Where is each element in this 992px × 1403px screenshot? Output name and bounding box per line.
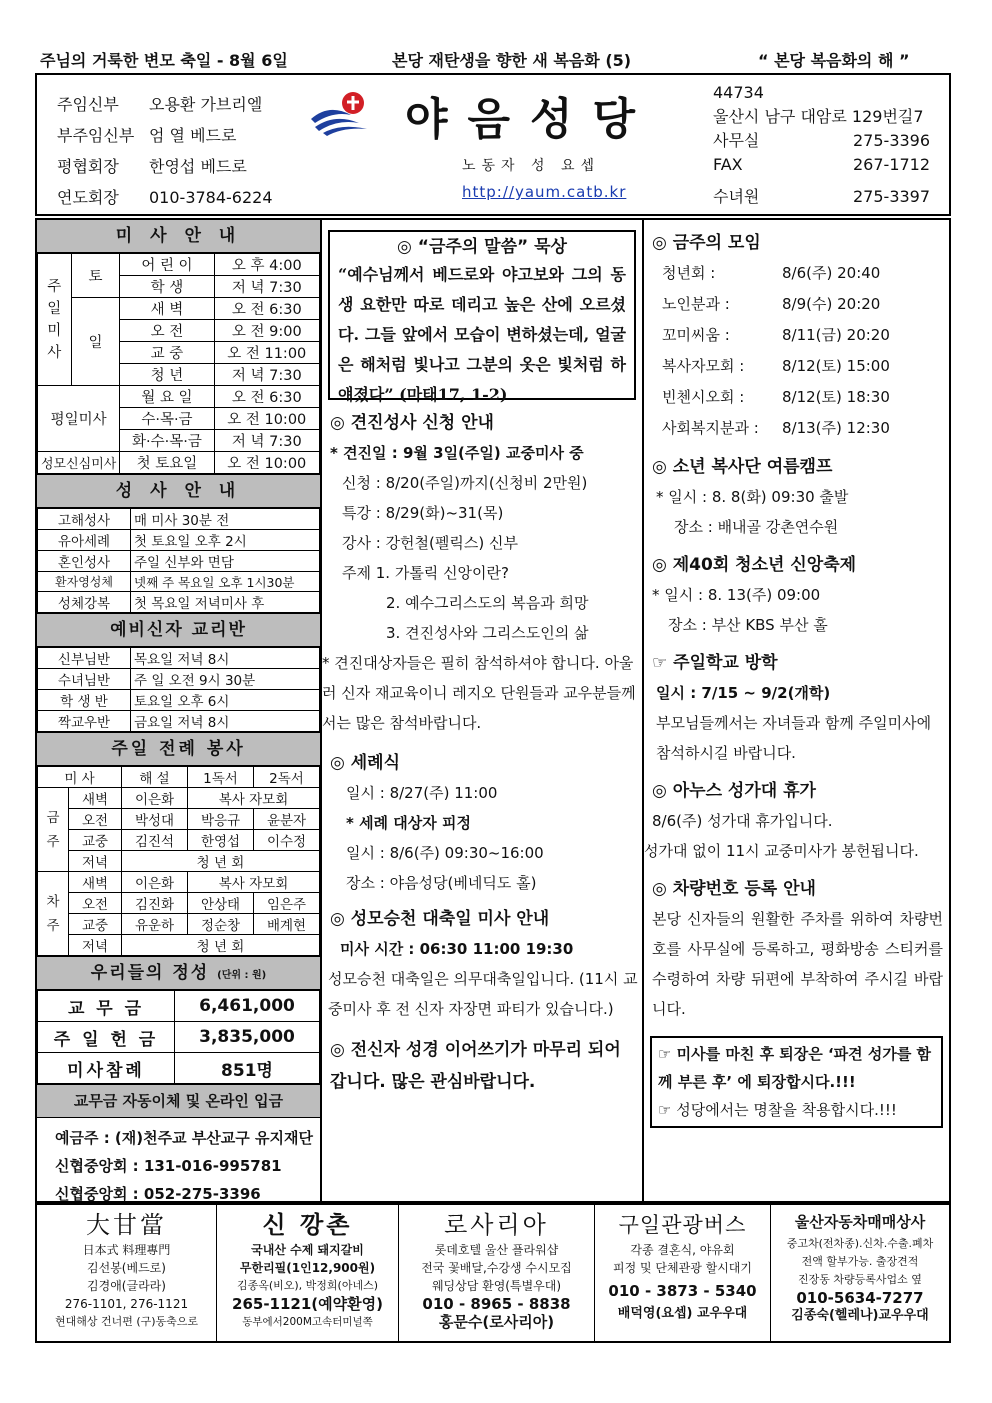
transfer-heading: 교무금 자동이체 및 온라인 입금 — [37, 1084, 320, 1118]
liturgy-heading: 주일 전례 봉사 — [37, 732, 320, 766]
festival-section: ◎ 제40회 청소년 신앙축제 * 일시 : 8. 13(주) 09:00 장소 : 부산 KBS 부산 홀 — [652, 555, 857, 634]
sacrament-heading: 성 사 안 내 — [37, 474, 320, 508]
baptism-section: ◎ 세례식 일시 : 8/27(주) 11:00 * 세례 대상자 피정 일시 : 8/6(주) 09:30~16:00 장소 : 야음성당(베네딕도 홀) — [330, 753, 544, 892]
postcode: 44734 — [713, 83, 764, 102]
middle-column — [322, 218, 642, 1203]
offering-table: 교 무 금 6,461,000 주 일 헌 금 3,835,000 미사참례 851명 — [37, 990, 320, 1084]
contact-row: 사무실 275-3396 — [713, 131, 931, 150]
meeting-row: 빈첸시오회 : 8/12(토) 18:30 — [662, 388, 890, 406]
catechumen-table: 신부님반 목요일 저녁 8시 수녀님반 주 일 오전 9시 30분 학 생 반 토요일 오후 6시 짝교우반 금요일 저녁 8시 — [37, 647, 320, 732]
ad-sinkkangchon: 신 깡촌 국내산 수제 돼지갈비 무한리필(1인12,900원) 김종옥(비오), 박정희(아네스) 265-1121(예약환영) 동부에서200M고속터미널쪽 — [217, 1205, 399, 1341]
meditation-text: “예수님께서 베드로와 야고보와 그의 동생 요한만 따로 데리고 높은 산에 오르셨다. 그들 앞에서 모습이 변하셨는데, 얼굴은 해처럼 빛나고 그분의 옷은 빛처럼 하얘졌다” (마태17, 1-2) — [338, 265, 626, 404]
sacrament-table: 고해성사 매 미사 30분 전 유아세례 첫 토요일 오후 2시 혼인성사 주일 신부와 면담 환자영성체 넷째 주 목요일 오후 1시30분 성체강복 첫 목요일 저녁미사 후 — [37, 508, 320, 613]
contact-row: 수녀원 275-3397 — [713, 187, 931, 206]
right-column — [642, 218, 951, 1203]
year-motto: “ 본당 복음화의 해 ” — [758, 51, 910, 70]
website-link[interactable]: http://yaum.catb.kr — [462, 183, 627, 201]
contact-row: FAX 267-1712 — [713, 155, 931, 174]
meetings-list — [652, 258, 943, 444]
church-name: 야음성당 — [405, 94, 656, 145]
ad-rosaria: 로사리아 롯데호텔 울산 플라워샵 전국 꽃배달,수강생 수시모집 웨딩상담 환영(특별우대) 010 - 8965 - 8838 홍문수(로사리아) — [399, 1205, 595, 1341]
meeting-row: 청년회 : 8/6(주) 20:40 — [662, 264, 881, 282]
church-logo-icon — [309, 89, 371, 137]
meditation-box — [328, 230, 636, 404]
mass-schedule-heading: 미 사 안 내 — [37, 220, 320, 253]
staff-row: 주임신부 오용환 가브리엘 — [57, 95, 263, 114]
choir-section: ◎ 아누스 성가대 휴가 8/6(주) 성가대 휴가입니다. 성가대 없이 11시 교중미사가 봉헌됩니다. — [644, 781, 919, 860]
address: 울산시 남구 대암로 129번길7 — [713, 107, 924, 126]
sunday-mass-label: 주일미사 — [38, 254, 72, 386]
staff-row: 연도회장 010-3784-6224 — [57, 188, 273, 207]
masthead — [35, 73, 951, 216]
series-title: 본당 재탄생을 향한 새 복음화 (5) — [392, 51, 632, 70]
offering-heading: 우리들의 정성 (단위 : 원) — [37, 956, 320, 990]
staff-row: 평협회장 한영섭 베드로 — [57, 157, 247, 176]
bank-accounts: 예금주 : (재)천주교 부산교구 유지재단 신협중앙회 : 131-016-995781 신협중앙회 : 052-275-3396 — [55, 1129, 313, 1203]
ad-guil-bus: 구일관광버스 각종 결혼식, 야유회 피정 및 단체관광 할시대기 010 - 3873 - 5340 배덕영(요셉) 교우우대 — [595, 1205, 771, 1341]
meeting-row: 복사자모회 : 8/12(토) 15:00 — [662, 357, 890, 375]
camp-section: ◎ 소년 복사단 여름캠프 * 일시 : 8. 8(화) 09:30 출발 장소 : 배내골 강촌연수원 — [652, 457, 849, 536]
this-week-label: 금주 — [38, 788, 69, 872]
bible-section: ◎ 전신자 성경 이어쓰기가 마무리 되어 갑니다. 많은 관심바랍니다. — [330, 1040, 621, 1092]
sunday-label: 일 — [71, 298, 120, 386]
meeting-row: 사회복지분과 : 8/13(주) 12:30 — [662, 419, 890, 437]
meditation-title: ◎ “금주의 말씀” 묵상 — [397, 237, 567, 257]
assumption-section: ◎ 성모승천 대축일 미사 안내 미사 시간 : 06:30 11:00 19:30 성모승천 대축일은 의무대축일입니다. (11시 교중미사 후 전 신자 자장면 파티가 있습니다.) — [328, 909, 638, 1018]
left-column — [35, 218, 322, 1203]
catechumen-heading: 예비신자 교리반 — [37, 613, 320, 647]
staff-list — [57, 89, 273, 213]
meetings-section: ◎ 금주의 모임 청년회 : 8/6(주) 20:40 노인분과 : 8/9(수) 20:20 꼬미씨움 : 8/11(금) 20:20 복사자모회 : 8/12(토) 15:00 빈첸시오회 : 8/12(토) 18:30 사회복지분과 : 8/13(주) 12:30 — [644, 220, 949, 444]
next-week-label: 차주 — [38, 872, 69, 956]
car-section: ◎ 차량번호 등록 안내 본당 신자들의 원활한 주차를 위하여 차량번호를 사무실에 등록하고, 평화방송 스티커를 수령하여 차량 뒤편에 부착하여 주시길 바랍니다. — [652, 879, 943, 1018]
meeting-row: 노인분과 : 8/9(수) 20:20 — [662, 295, 881, 313]
holy-heart-label: 성모신심미사 — [38, 452, 120, 474]
notice-box: ☞ 미사를 마친 후 퇴장은 ‘파견 성가를 함께 부른 후’ 에 퇴장합시다.!!! ☞ 성당에서는 명찰을 착용합시다.!!! — [650, 1036, 943, 1128]
confirmation-section: ◎ 견진성사 신청 안내 * 견진일 : 9월 3일(주일) 교중미사 중 신청 : 8/20(주일)까지(신청비 2만원) 특강 : 8/29(화)~31(목) 강사 : 강헌철(펠릭스) 신부 주제 1. 가톨릭 신앙이란? 2. 예수그리스도의 복음과 희망 3. 견진성사와 그리스도인의 삶 * 견진대상자들은 필히 참석하셔야 합니다. 아울러 신자 재교육이니 레지오 단원들과 교우분들께서는 많은 참석바랍니다. — [322, 413, 636, 732]
meeting-row: 꼬미씨움 : 8/11(금) 20:20 — [662, 326, 890, 344]
patron-saint: 노동자 성 요셉 — [462, 158, 601, 174]
contact-info — [713, 81, 930, 209]
saturday-label: 토 — [71, 254, 120, 298]
staff-row: 부주임신부 엄 열 베드로 — [57, 126, 237, 145]
top-bar — [40, 48, 950, 72]
school-section: ☞ 주일학교 방학 일시 : 7/15 ~ 9/2(개학) 부모님들께서는 자녀들과 함께 주일미사에 참석하시길 바랍니다. — [652, 653, 932, 762]
ad-daegamdang: 大甘當 日本式 料理專門 김선봉(베드로) 김경애(글라라) 276-1101, 276-1121 현대해상 건너편 (구)동축으로 — [37, 1205, 217, 1341]
mass-schedule-table: 주일미사 토 어 린 이 오 후 4:00 학 생 저 녁 7:30 일 새 벽 오 전 6:30 오 전 오 전 9:00 교 중 오 전 11:00 청 년 저 녁 7:30 평일미사 월 요 일 오 전 6:30 수·목·금 오 전 10:00 화·수·목·금 저 녁 7:30 성모신심미사 첫 토요일 오 전 10:00 — [37, 253, 320, 474]
ad-ulsan-auto: 울산자동차매매상사 중고차(전차종).신차.수출.폐차 전액 할부가능. 출장견적 진장동 차량등록사업소 옆 010-5634-7277 김종숙(헬레나)교우우대 — [786, 1213, 934, 1323]
ads-bar — [35, 1203, 951, 1343]
weekday-mass-label: 평일미사 — [38, 386, 120, 452]
feast-title: 주님의 거룩한 변모 축일 - 8월 6일 — [40, 51, 288, 70]
liturgy-table: 미 사 해 설 1독서 2독서 금주 새벽 이은화 복사 자모회 오전 박성대 박응규 윤분자 교중 김진석 한영섭 이수정 저녁 청 년 회 차주 새벽 이은화 복사 자모회 오전 김진화 안상태 임은주 교중 유운하 정순창 배계현 저녁 청 년 회 — [37, 766, 320, 956]
